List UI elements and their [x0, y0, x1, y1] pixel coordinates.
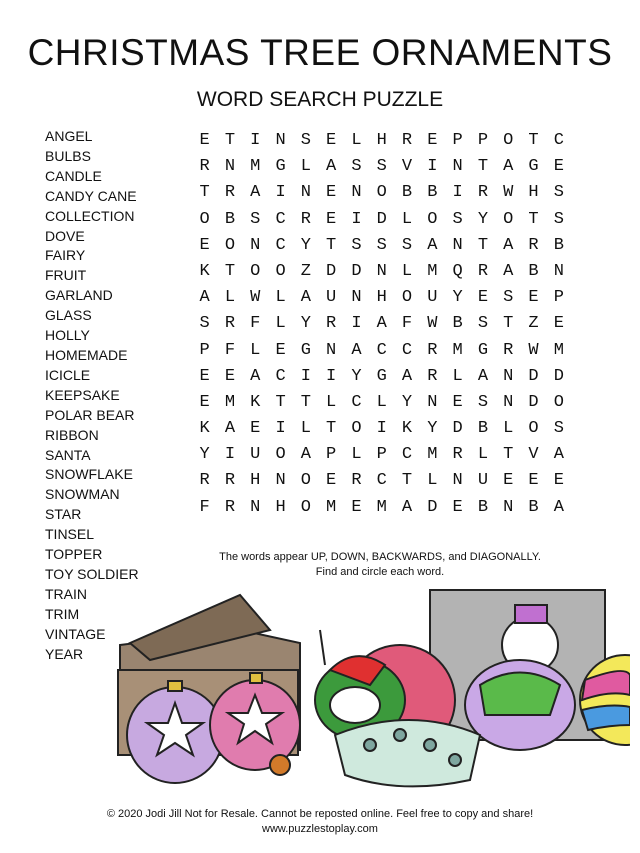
grid-letter[interactable]: B — [477, 419, 489, 439]
grid-letter[interactable]: U — [250, 445, 261, 465]
grid-letter[interactable]: S — [553, 419, 564, 439]
grid-letter[interactable]: D — [326, 261, 337, 281]
grid-letter[interactable]: T — [401, 471, 413, 491]
grid-letter[interactable]: R — [401, 131, 413, 150]
grid-letter[interactable]: C — [553, 131, 564, 150]
grid-letter[interactable]: F — [224, 340, 236, 360]
grid-letter[interactable]: I — [376, 419, 387, 439]
word-list-item: GLASS — [45, 307, 92, 324]
grid-letter[interactable]: T — [275, 392, 286, 412]
grid-letter[interactable]: N — [376, 261, 387, 281]
grid-letter[interactable]: B — [528, 261, 539, 281]
word-list — [45, 127, 139, 664]
grid-letter[interactable]: A — [503, 157, 514, 177]
word-list-item: TRAIN — [45, 585, 87, 602]
grid-letter[interactable]: R — [224, 183, 236, 203]
grid-letter[interactable]: C — [351, 392, 362, 412]
grid-letter[interactable]: O — [351, 419, 362, 439]
grid-letter[interactable]: O — [300, 497, 311, 517]
grid-letter[interactable]: Y — [401, 392, 413, 412]
grid-letter[interactable]: S — [477, 392, 489, 412]
grid-letter[interactable]: A — [224, 419, 236, 439]
grid-letter[interactable]: B — [528, 497, 539, 517]
word-list-item: ICICLE — [45, 366, 91, 383]
word-list-item: CANDY CANE — [45, 187, 137, 204]
grid-letter[interactable]: K — [250, 392, 261, 412]
website-link[interactable]: www.puzzlestoplay.com — [262, 823, 378, 835]
grid-letter[interactable]: P — [199, 340, 210, 360]
grid-letter[interactable]: A — [300, 445, 311, 465]
grid-letter[interactable]: E — [326, 209, 337, 229]
grid-letter[interactable]: Q — [452, 261, 463, 281]
grid-letter[interactable]: I — [275, 183, 286, 203]
word-list-item: FAIRY — [45, 247, 86, 264]
word-list-item: TOY SOLDIER — [45, 565, 139, 582]
grid-letter[interactable]: M — [553, 340, 564, 360]
grid-letter[interactable]: O — [528, 419, 539, 439]
grid-letter[interactable]: E — [528, 288, 539, 308]
grid-letter[interactable]: T — [224, 131, 236, 150]
grid-letter[interactable]: C — [376, 471, 387, 491]
grid-letter[interactable]: S — [199, 314, 210, 334]
grid-letter[interactable]: A — [250, 366, 261, 386]
grid-letter[interactable]: Y — [300, 235, 311, 255]
grid-letter[interactable]: B — [427, 183, 438, 203]
word-list-item: BULBS — [45, 147, 91, 164]
grid-letter[interactable]: A — [376, 314, 387, 334]
grid-letter[interactable]: P — [553, 288, 564, 308]
grid-letter[interactable]: L — [300, 419, 311, 439]
grid-letter[interactable]: C — [401, 340, 413, 360]
grid-letter[interactable]: N — [452, 471, 463, 491]
grid-letter[interactable]: V — [401, 157, 413, 177]
grid-letter[interactable]: Y — [427, 419, 438, 439]
grid-letter[interactable]: H — [376, 288, 387, 308]
grid-letter[interactable]: R — [351, 471, 362, 491]
grid-letter[interactable]: M — [427, 261, 438, 281]
grid-letter[interactable]: A — [250, 183, 261, 203]
grid-letter[interactable]: I — [452, 183, 463, 203]
word-list-item: TOPPER — [45, 546, 103, 563]
grid-letter[interactable]: T — [477, 235, 489, 255]
grid-letter[interactable]: O — [427, 209, 438, 229]
grid-letter[interactable]: I — [326, 366, 337, 386]
grid-letter[interactable]: R — [224, 314, 236, 334]
grid-letter[interactable]: W — [427, 314, 438, 334]
grid-letter[interactable]: I — [300, 366, 311, 386]
grid-letter[interactable]: W — [528, 340, 539, 360]
grid-letter[interactable]: O — [401, 288, 413, 308]
grid-letter[interactable]: L — [427, 471, 438, 491]
grid-letter[interactable]: L — [224, 288, 236, 308]
word-list-item: TINSEL — [45, 526, 95, 543]
word-list-item: TRIM — [45, 605, 80, 622]
grid-letter[interactable]: A — [503, 261, 514, 281]
grid-letter[interactable]: R — [477, 261, 489, 281]
word-list-item: RIBBON — [45, 426, 99, 443]
grid-letter[interactable]: N — [452, 157, 463, 177]
grid-letter[interactable]: Z — [528, 314, 539, 334]
grid-letter[interactable]: N — [351, 288, 362, 308]
grid-letter[interactable]: I — [224, 445, 236, 465]
grid-letter[interactable]: E — [553, 157, 564, 177]
grid-letter[interactable]: A — [199, 288, 210, 308]
grid-letter[interactable]: A — [401, 366, 413, 386]
grid-letter[interactable]: D — [452, 419, 463, 439]
grid-letter[interactable]: R — [427, 340, 438, 360]
grid-letter[interactable]: G — [300, 340, 311, 360]
grid-letter[interactable]: E — [553, 471, 564, 491]
grid-letter[interactable]: H — [528, 183, 539, 203]
grid-letter[interactable]: O — [275, 445, 286, 465]
grid-letter[interactable]: O — [503, 131, 514, 150]
grid-letter[interactable]: R — [326, 314, 337, 334]
grid-letter[interactable]: S — [401, 235, 413, 255]
grid-letter[interactable]: N — [275, 471, 286, 491]
grid-letter[interactable]: D — [351, 261, 362, 281]
ornaments-illustration — [110, 585, 630, 795]
grid-letter[interactable]: D — [528, 392, 539, 412]
grid-letter[interactable]: S — [477, 314, 489, 334]
grid-letter[interactable]: V — [528, 445, 539, 465]
grid-letter[interactable]: R — [427, 366, 438, 386]
word-list-item: HOMEMADE — [45, 346, 128, 363]
grid-letter[interactable]: Z — [300, 261, 311, 281]
grid-letter[interactable]: R — [224, 497, 236, 517]
grid-letter[interactable]: F — [401, 314, 413, 334]
grid-letter[interactable]: B — [477, 497, 489, 517]
grid-letter[interactable]: N — [275, 131, 286, 150]
grid-letter[interactable]: C — [275, 235, 286, 255]
grid-letter[interactable]: G — [275, 157, 286, 177]
grid-letter[interactable]: D — [427, 497, 438, 517]
grid-letter[interactable]: H — [275, 497, 286, 517]
grid-letter[interactable]: N — [351, 183, 362, 203]
grid-letter[interactable]: L — [477, 445, 489, 465]
grid-letter[interactable]: E — [351, 497, 362, 517]
grid-letter[interactable]: E — [553, 314, 564, 334]
grid-letter[interactable]: S — [553, 209, 564, 229]
grid-letter[interactable]: P — [326, 445, 337, 465]
grid-letter[interactable]: O — [224, 235, 236, 255]
grid-letter[interactable]: E — [326, 131, 337, 150]
grid-letter[interactable]: N — [503, 392, 514, 412]
grid-letter[interactable]: S — [553, 183, 564, 203]
grid-letter[interactable]: E — [250, 419, 261, 439]
grid-letter[interactable]: A — [300, 288, 311, 308]
grid-letter[interactable]: E — [477, 288, 489, 308]
grid-letter[interactable]: Y — [199, 445, 210, 465]
letter-grid — [192, 128, 571, 521]
grid-letter[interactable]: N — [326, 340, 337, 360]
word-list-item: VINTAGE — [45, 625, 106, 642]
grid-letter[interactable]: F — [250, 314, 261, 334]
grid-letter[interactable]: N — [250, 235, 261, 255]
grid-letter[interactable]: A — [326, 157, 337, 177]
grid-letter[interactable]: M — [452, 340, 463, 360]
grid-letter[interactable]: T — [326, 235, 337, 255]
word-list-item: SNOWFLAKE — [45, 466, 133, 483]
grid-letter[interactable]: K — [199, 261, 210, 281]
grid-letter[interactable]: L — [376, 392, 387, 412]
grid-letter[interactable]: R — [224, 471, 236, 491]
word-list-item: FRUIT — [45, 267, 87, 284]
grid-letter[interactable]: P — [477, 131, 489, 150]
grid-letter[interactable]: O — [553, 392, 564, 412]
grid-letter[interactable]: I — [427, 157, 438, 177]
grid-letter[interactable]: A — [401, 497, 413, 517]
grid-letter[interactable]: C — [275, 366, 286, 386]
grid-letter[interactable]: M — [224, 392, 236, 412]
grid-letter[interactable]: E — [199, 366, 210, 386]
lights-garland — [335, 720, 480, 786]
grid-letter[interactable]: M — [427, 445, 438, 465]
grid-letter[interactable]: E — [199, 235, 210, 255]
grid-letter[interactable]: R — [199, 471, 210, 491]
grid-letter[interactable]: L — [401, 209, 413, 229]
grid-letter[interactable]: P — [376, 445, 387, 465]
grid-letter[interactable]: N — [503, 497, 514, 517]
grid-letter[interactable]: B — [401, 183, 413, 203]
grid-letter[interactable]: N — [553, 261, 564, 281]
grid-letter[interactable]: L — [351, 445, 362, 465]
grid-letter[interactable]: N — [452, 235, 463, 255]
word-list-item: HOLLY — [45, 327, 90, 344]
grid-letter[interactable]: T — [528, 131, 539, 150]
footer — [0, 807, 640, 837]
grid-letter[interactable]: L — [452, 366, 463, 386]
word-list-item: GARLAND — [45, 287, 113, 304]
grid-letter[interactable]: Y — [300, 314, 311, 334]
grid-letter[interactable]: L — [250, 340, 261, 360]
instructions — [190, 550, 570, 580]
grid-letter[interactable]: B — [553, 235, 564, 255]
grid-letter[interactable]: U — [326, 288, 337, 308]
grid-letter[interactable]: A — [553, 497, 564, 517]
grid-letter[interactable]: L — [351, 131, 362, 150]
grid-letter[interactable]: L — [275, 314, 286, 334]
grid-letter[interactable]: W — [503, 183, 514, 203]
grid-letter[interactable]: U — [427, 288, 438, 308]
grid-letter[interactable]: R — [503, 340, 514, 360]
grid-letter[interactable]: S — [376, 235, 387, 255]
grid-letter[interactable]: R — [199, 157, 210, 177]
grid-letter[interactable]: T — [503, 445, 514, 465]
grid-letter[interactable]: S — [376, 157, 387, 177]
grid-letter[interactable]: L — [275, 288, 286, 308]
grid-letter[interactable]: T — [199, 183, 210, 203]
grid-letter[interactable]: N — [300, 183, 311, 203]
grid-letter[interactable]: E — [275, 340, 286, 360]
page-title: CHRISTMAS TREE ORNAMENTS — [27, 32, 613, 73]
grid-letter[interactable]: O — [300, 471, 311, 491]
grid-letter[interactable]: A — [503, 235, 514, 255]
grid-letter[interactable]: Y — [477, 209, 489, 229]
grid-letter[interactable]: E — [528, 471, 539, 491]
word-list-item: SANTA — [45, 446, 91, 463]
grid-letter[interactable]: L — [503, 419, 514, 439]
grid-letter[interactable]: A — [553, 445, 564, 465]
grid-letter[interactable]: N — [224, 157, 236, 177]
grid-letter[interactable]: A — [477, 366, 489, 386]
grid-letter[interactable]: E — [452, 497, 463, 517]
word-list-item: STAR — [45, 506, 82, 523]
grid-letter[interactable]: R — [300, 209, 311, 229]
grid-letter[interactable]: F — [199, 497, 210, 517]
grid-letter[interactable]: G — [528, 157, 539, 177]
grid-letter[interactable]: T — [528, 209, 539, 229]
grid-letter[interactable]: C — [401, 445, 413, 465]
grid-letter[interactable]: U — [477, 471, 489, 491]
grid-letter[interactable]: L — [300, 157, 311, 177]
word-list-item: POLAR BEAR — [45, 406, 135, 423]
grid-letter[interactable]: G — [477, 340, 489, 360]
grid-letter[interactable]: R — [477, 183, 489, 203]
grid-letter[interactable]: S — [452, 209, 463, 229]
word-list-item: CANDLE — [45, 167, 102, 184]
grid-letter[interactable]: D — [553, 366, 564, 386]
grid-letter[interactable]: M — [250, 157, 261, 177]
grid-letter[interactable]: E — [199, 131, 210, 150]
grid-letter[interactable]: P — [452, 131, 463, 150]
word-list-item: YEAR — [45, 645, 84, 662]
grid-letter[interactable]: D — [376, 209, 387, 229]
grid-letter[interactable]: R — [528, 235, 539, 255]
grid-letter[interactable]: A — [351, 340, 362, 360]
grid-letter[interactable]: B — [452, 314, 463, 334]
grid-letter[interactable]: E — [199, 392, 210, 412]
grid-letter[interactable]: E — [427, 131, 438, 150]
instructions-line-1: The words appear UP, DOWN, BACKWARDS, and DIAGONALLY. — [219, 551, 541, 563]
grid-letter[interactable]: T — [503, 314, 514, 334]
grid-letter[interactable]: O — [250, 261, 261, 281]
grid-letter[interactable]: Y — [351, 366, 362, 386]
grid-letter[interactable]: Y — [452, 288, 463, 308]
grid-letter[interactable]: O — [199, 209, 210, 229]
grid-letter[interactable]: I — [250, 131, 261, 150]
grid-letter[interactable]: S — [300, 131, 311, 150]
grid-letter[interactable]: M — [376, 497, 387, 517]
grid-letter[interactable]: T — [326, 419, 337, 439]
grid-letter[interactable]: S — [250, 209, 261, 229]
grid-letter[interactable]: B — [224, 209, 236, 229]
grid-letter[interactable]: H — [376, 131, 387, 150]
grid-letter[interactable]: N — [503, 366, 514, 386]
grid-letter[interactable]: G — [376, 366, 387, 386]
grid-letter[interactable]: C — [275, 209, 286, 229]
copyright-text: © 2020 Jodi Jill Not for Resale. Cannot be reposted online. Feel free to copy and share! — [106, 808, 534, 820]
grid-letter[interactable]: T — [224, 261, 236, 281]
grid-letter[interactable]: K — [199, 419, 210, 439]
grid-letter[interactable]: L — [326, 392, 337, 412]
page-subtitle: WORD SEARCH PUZZLE — [196, 88, 444, 111]
word-list-item: DOVE — [45, 227, 85, 244]
grid-letter[interactable]: T — [300, 392, 311, 412]
instructions-line-2: Find and circle each word. — [315, 566, 445, 578]
grid-letter[interactable]: E — [503, 471, 514, 491]
grid-letter[interactable]: R — [452, 445, 463, 465]
grid-letter[interactable]: W — [250, 288, 261, 308]
grid-letter[interactable]: I — [351, 314, 362, 334]
grid-letter[interactable]: E — [326, 183, 337, 203]
grid-letter[interactable]: I — [275, 419, 286, 439]
grid-letter[interactable]: M — [326, 497, 337, 517]
grid-letter[interactable]: S — [351, 235, 362, 255]
grid-letter[interactable]: S — [503, 288, 514, 308]
word-list-item: SNOWMAN — [45, 486, 120, 503]
word-list-item: ANGEL — [45, 128, 93, 144]
grid-letter[interactable]: N — [250, 497, 261, 517]
grid-letter[interactable]: E — [452, 392, 463, 412]
grid-letter[interactable]: O — [503, 209, 514, 229]
grid-letter[interactable]: A — [427, 235, 438, 255]
word-list-item: COLLECTION — [45, 207, 135, 224]
grid-letter[interactable]: K — [401, 419, 413, 439]
grid-letter[interactable]: O — [376, 183, 387, 203]
grid-letter[interactable]: T — [477, 157, 489, 177]
grid-letter[interactable]: E — [224, 366, 236, 386]
word-list-item: KEEPSAKE — [45, 386, 120, 403]
grid-letter[interactable]: E — [326, 471, 337, 491]
grid-letter[interactable]: O — [275, 261, 286, 281]
grid-letter[interactable]: S — [351, 157, 362, 177]
grid-letter[interactable]: C — [376, 340, 387, 360]
grid-letter[interactable]: D — [528, 366, 539, 386]
grid-letter[interactable]: L — [401, 261, 413, 281]
grid-letter[interactable]: H — [250, 471, 261, 491]
grid-letter[interactable]: I — [351, 209, 362, 229]
grid-letter[interactable]: N — [427, 392, 438, 412]
